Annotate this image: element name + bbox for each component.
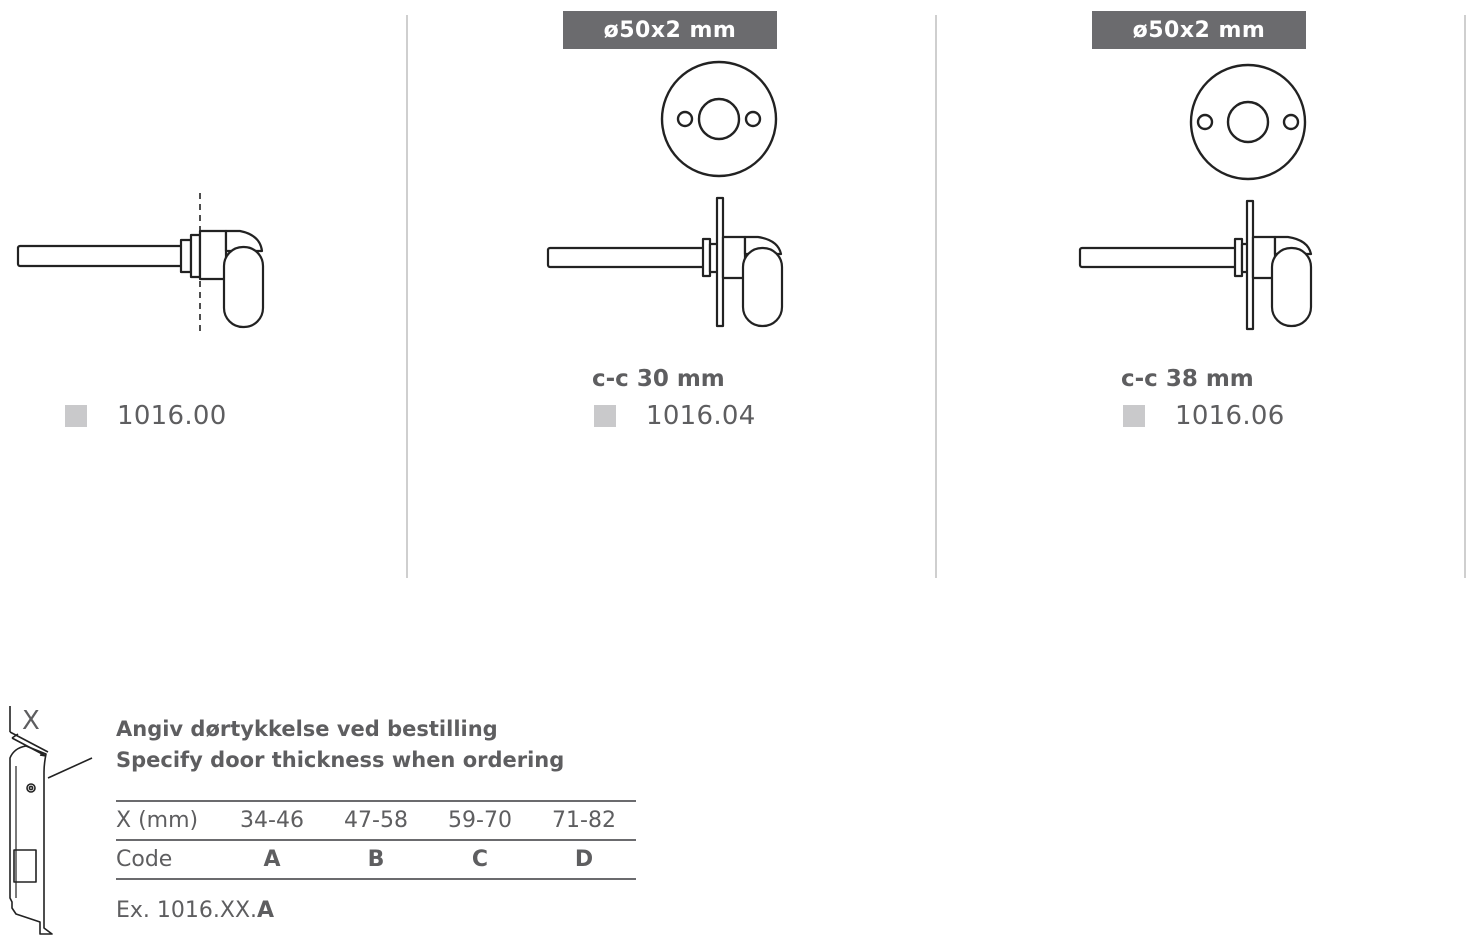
product-code-1016-06 bbox=[1123, 401, 1285, 431]
door-thickness-diagram bbox=[0, 702, 100, 942]
table-header-cell: 71-82 bbox=[532, 801, 636, 840]
table-header-cell: X (mm) bbox=[116, 801, 220, 840]
handle-drawing-1016-04 bbox=[540, 190, 790, 335]
table-header-cell: 34-46 bbox=[220, 801, 324, 840]
center-distance-label-2: c-c 30 mm bbox=[592, 366, 725, 392]
table-cell: Code bbox=[116, 840, 220, 879]
thickness-note-norwegian: Angiv dørtykkelse ved bestilling bbox=[116, 717, 498, 741]
rosette-front-view-3 bbox=[1187, 63, 1309, 185]
handle-drawing-1016-06 bbox=[1072, 193, 1322, 338]
column-divider-1 bbox=[406, 15, 408, 578]
product-code-1016-04 bbox=[594, 401, 756, 431]
product-code-label: 1016.00 bbox=[117, 401, 227, 431]
column-divider-2 bbox=[935, 15, 937, 578]
table-cell: B bbox=[324, 840, 428, 879]
table-header-cell: 47-58 bbox=[324, 801, 428, 840]
rosette-size-badge-3: ø50x2 mm bbox=[1092, 11, 1306, 49]
product-code-label: 1016.04 bbox=[646, 401, 756, 431]
order-example-code: A bbox=[257, 898, 275, 923]
table-cell: C bbox=[428, 840, 532, 879]
rosette-front-view-2 bbox=[658, 60, 780, 182]
finish-swatch bbox=[65, 405, 87, 427]
door-thickness-table bbox=[116, 800, 636, 880]
product-code-1016-00 bbox=[65, 401, 227, 431]
finish-swatch bbox=[594, 405, 616, 427]
rosette-size-badge-2: ø50x2 mm bbox=[563, 11, 777, 49]
handle-drawing-1016-00 bbox=[10, 185, 280, 340]
table-cell: D bbox=[532, 840, 636, 879]
table-cell: A bbox=[220, 840, 324, 879]
thickness-note-english: Specify door thickness when ordering bbox=[116, 748, 565, 772]
product-code-label: 1016.06 bbox=[1175, 401, 1285, 431]
center-distance-label-3: c-c 38 mm bbox=[1121, 366, 1254, 392]
order-example-prefix: Ex. 1016.XX. bbox=[116, 898, 258, 923]
table-row bbox=[116, 840, 636, 879]
column-divider-3 bbox=[1464, 15, 1466, 578]
thickness-dimension-label: X bbox=[22, 706, 40, 736]
table-header-cell: 59-70 bbox=[428, 801, 532, 840]
finish-swatch bbox=[1123, 405, 1145, 427]
table-row bbox=[116, 801, 636, 840]
order-example bbox=[116, 898, 274, 923]
